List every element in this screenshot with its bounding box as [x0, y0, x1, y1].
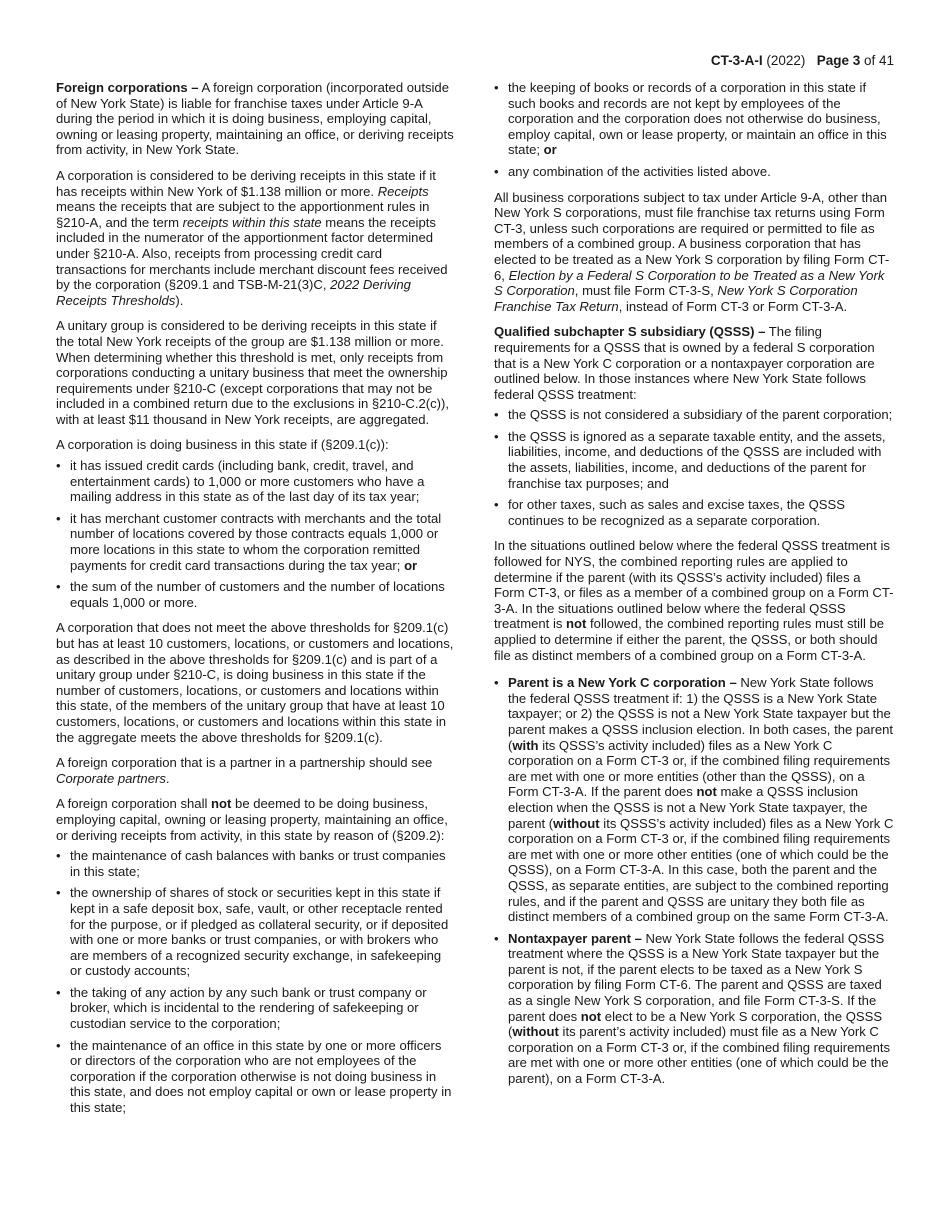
list-item: • for other taxes, such as sales and excise taxes, the QSSS continues to be recognized as a separate corporation.: [494, 497, 894, 528]
form-number: CT-3-A-I: [710, 53, 763, 68]
list-item: • the keeping of books or records of a corporation in this state if such books and records are not kept by employees of the corporation and the corporation does not otherwise do business, employ capital, own or lease property, or maintain an office in this state; or: [494, 80, 894, 158]
right-column: [494, 80, 894, 1097]
section-heading: Qualified subchapter S subsidiary (QSSS) –: [494, 324, 766, 340]
list-item: • the maintenance of an office in this state by one or more officers or directors of the corporation who are not employees of the corporation if the corporation otherwise is not doing business in this state, and does not employ capital or own or lease property in this state;: [56, 1038, 456, 1116]
form-year: (2022): [762, 53, 806, 68]
qsss-paragraph: Qualified subchapter S subsidiary (QSSS) – The filing requirements for a QSSS that is owned by a federal S corporation that is a New York C corporation or a nontaxpayer corporation are outlined below. In those instances where New York State follows federal QSSS treatment:: [494, 324, 875, 402]
receipts-paragraph: A corporation is considered to be deriving receipts in this state if it has receipts within New York of $1.138 million or more. Receipts means the receipts that are subject to the apportionment rules in §210-A, and the term receipts within this state means the receipts included in the numerator of the apportionment factor determined under §210-A. Also, receipts from processing credit card transactions for merchants include merchant discount fees received by the corporation (§209.1 and TSB-M-21(3)C, 2022 Deriving Receipts Thresholds).: [56, 167, 448, 308]
exclusions-list: [56, 848, 456, 1116]
list-item: • it has issued credit cards (including bank, credit, travel, and entertainment cards) to 1,000 or more customers who have a mailing address in this state as of the last day of its tax year;: [56, 458, 456, 505]
list-item: • it has merchant customer contracts with merchants and the total number of locations covered by those contracts equals 1,000 or more locations in this state to whom the corporation remitted payments for credit card transactions during the tax year; or: [56, 511, 456, 573]
doing-business-list: [56, 458, 456, 610]
list-item: • Parent is a New York C corporation – New York State follows the federal QSSS treatment if: 1) the QSSS is a New York State taxpayer; or 2) the QSSS is not a New York State taxpayer but the parent makes a QSSS inclusion election. In both cases, the parent (with its QSSS’s activity included) files as a New York C corporation on a Form CT-3 or, if the combined filing requirements are met with one or more entities (other than the QSSS), on a Form CT-3-A. If the parent does not make a QSSS inclusion election when the QSSS is not a New York State taxpayer, the parent (without its QSSS’s activity included) files as a New York C corporation on a Form CT-3 or, if the combined filing requirements are met with one or more other entities (one of which could be the QSSS), on a Form CT-3-A. In this case, both the parent and the QSSS, as separate entities, are subject to the combined reporting rules, and if the parent and QSSS are unitary they both file as distinct members of a combined group on the same Form CT-3-A.: [494, 675, 894, 925]
thresholds-paragraph: A corporation that does not meet the above thresholds for §209.1(c) but has at least 10 customers, locations, or customers and locations, as described in the above thresholds for §209.1(c) and is part of a unitary group under §210-C, is doing business in this state if the number of customers, locations, or customers and locations within this state, of the members of the unitary group that have at least 10 customers, locations, or customers and locations within this state in the aggregate meets the above thresholds for §209.1(c).: [56, 620, 454, 745]
page-total: of 41: [860, 53, 894, 68]
partner-paragraph: A foreign corporation that is a partner in a partnership should see Corporate partners.: [56, 755, 433, 786]
section-heading: Foreign corporations –: [56, 80, 199, 95]
list-item: • the maintenance of cash balances with banks or trust companies in this state;: [56, 848, 456, 879]
exclusions-list-continued: [494, 80, 894, 180]
list-item: • the QSSS is not considered a subsidiary of the parent corporation;: [494, 407, 894, 423]
list-item: • any combination of the activities listed above.: [494, 164, 894, 180]
unitary-group-paragraph: A unitary group is considered to be deriving receipts in this state if the total New York receipts of the group are $1.138 million or more. When determining whether this threshold is met, only receipts from corporations conducting a unitary business that meet the ownership requirements under §210-C (except corporations that may not be included in a combined return due to the exclusions in §210-C.2(c)), with at least $11 thousand in New York receipts, are aggregated.: [56, 318, 450, 427]
list-item: • the QSSS is ignored as a separate taxable entity, and the assets, liabilities, income, and deductions of the QSSS are included with the assets, liabilities, income, and deductions of the parent for franchise tax purposes; and: [494, 429, 894, 491]
not-doing-business-intro: A foreign corporation shall not be deemed to be doing business, employing capital, owning or leasing property, maintaining an office, or deriving receipts from activity, in this state by reason of (§209.2):: [56, 796, 448, 843]
list-item: • the taking of any action by any such bank or trust company or broker, which is incidental to the rendering of safekeeping or custodian service to the corporation;: [56, 985, 456, 1032]
page-header: [711, 53, 894, 68]
filing-forms-paragraph: All business corporations subject to tax under Article 9-A, other than New York S corporations, must file franchise tax returns using Form CT-3, unless such corporations are required or permitted to file as members of a combined group. A business corporation that has elected to be treated as a New York S corporation by filing Form CT-6, Election by a Federal S Corporation to be Treated as a New York S Corporation, must file Form CT-3-S, New York S Corporation Franchise Tax Return, instead of Form CT-3 or Form CT-3-A.: [494, 189, 890, 314]
left-column: [56, 80, 456, 1126]
combined-reporting-paragraph: In the situations outlined below where the federal QSSS treatment is followed for NYS, the combined reporting rules are applied to determine if the parent (with its QSSS’s activity included) files a Form CT-3, or files as a member of a combined group on a Form CT-3-A. In the situations outlined below where the federal QSSS treatment is not followed, the combined reporting rules must still be applied to determine if either the parent, the QSSS, or both should file as distinct members of a combined group on a Form CT-3-A.: [494, 538, 894, 663]
list-item: • Nontaxpayer parent – New York State follows the federal QSSS treatment where the QSSS is a New York State taxpayer but the parent is not, if the parent elects to be taxed as a New York S corporation by filing Form CT-6. The parent and QSSS are taxed as a single New York S corporation, and file Form CT-3-S. If the parent does not elect to be a New York S corporation, the QSSS (without its parent’s activity included) must file as a New York C corporation on a Form CT-3 or, if the combined filing requirements are met with one or more other entities (one of which could be the parent), on a Form CT-3-A.: [494, 931, 894, 1087]
list-item: • the ownership of shares of stock or securities kept in this state if kept in a safe deposit box, safe, vault, or other receptacle rented for the purpose, or if pledged as collateral security, or if deposited with one or more banks or trust companies, or with brokers who are members of a recognized security exchange, in safekeeping or custody accounts;: [56, 885, 456, 979]
qsss-list: [494, 407, 894, 528]
page-number: Page 3: [816, 53, 861, 68]
list-item: • the sum of the number of customers and the number of locations equals 1,000 or more.: [56, 579, 456, 610]
parent-cases-list: [494, 675, 894, 1086]
doing-business-intro: A corporation is doing business in this state if (§209.1(c)):: [56, 437, 389, 453]
foreign-corporations-paragraph: Foreign corporations – A foreign corporation (incorporated outside of New York State) is liable for franchise taxes under Article 9-A during the period in which it is doing business, employing capital, owning or leasing property, maintaining an office, or deriving receipts from activity, in New York State.: [56, 80, 454, 158]
